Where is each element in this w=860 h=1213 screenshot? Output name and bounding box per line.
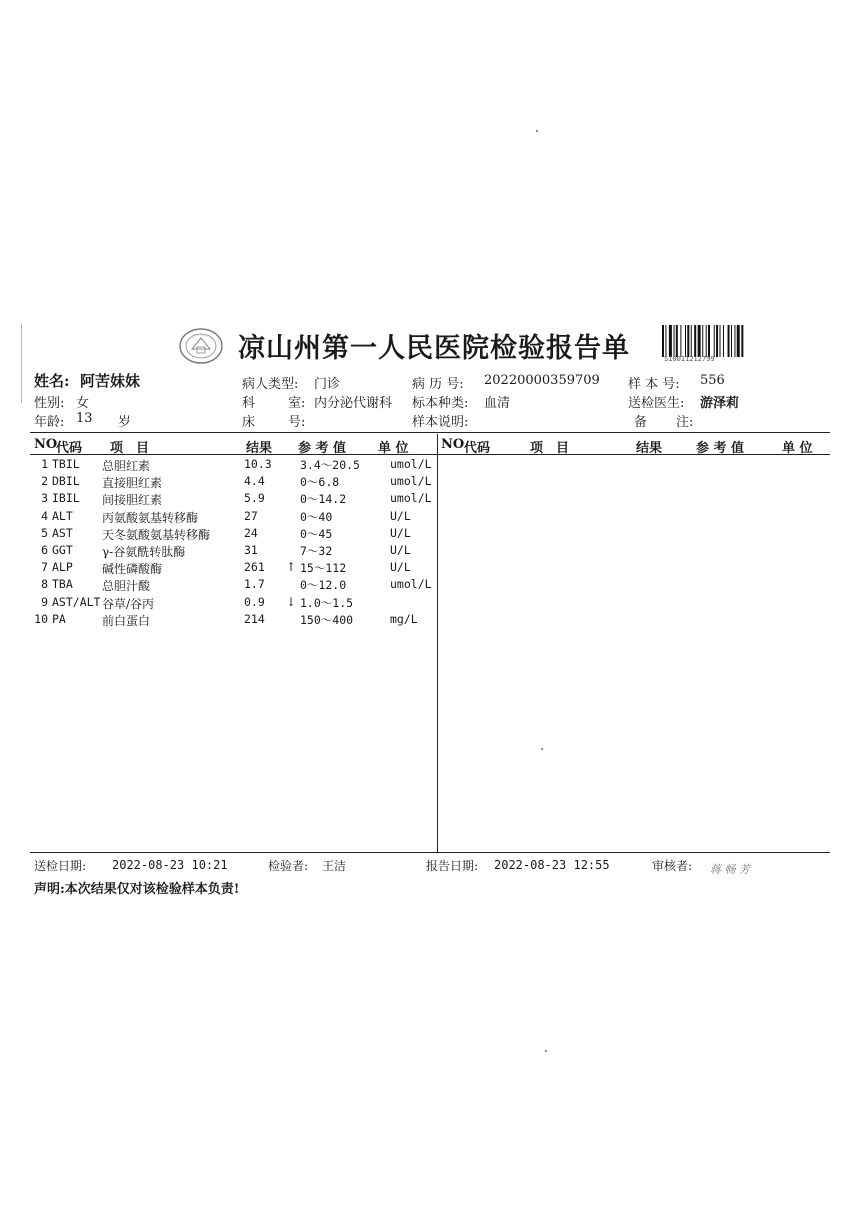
- specimen-note-label: 样本说明:: [412, 415, 469, 430]
- send-date-value: 2022-08-23 10:21: [112, 858, 228, 872]
- col-no-right: NO: [441, 437, 465, 452]
- col-no-left: NO: [34, 437, 58, 452]
- sample-no-label: 样 本 号:: [628, 377, 680, 392]
- doctor-label: 送检医生:: [628, 396, 685, 411]
- cell-unit: U/L: [390, 560, 411, 575]
- col-unit-left: 单 位: [378, 441, 409, 456]
- cell-item: 碱性磷酸酶: [102, 562, 163, 577]
- report-date-value: 2022-08-23 12:55: [494, 858, 610, 872]
- tester-value: 王洁: [322, 859, 347, 873]
- report-title: 凉山州第一人民医院检验报告单: [238, 333, 630, 364]
- scan-speck: [541, 748, 543, 750]
- cell-item: 天冬氨酸氨基转移酶: [102, 527, 211, 542]
- cell-no: 1: [41, 457, 48, 471]
- age-label: 年龄:: [34, 415, 65, 430]
- cell-item: 直接胆红素: [102, 476, 163, 491]
- cell-result: 261: [244, 560, 265, 575]
- remark-label-1: 备: [634, 415, 648, 430]
- cell-item: 前白蛋白: [102, 613, 151, 628]
- cell-unit: U/L: [390, 508, 411, 523]
- col-item-left: 项 目: [110, 441, 150, 456]
- cell-ref: 0～45: [300, 526, 333, 541]
- cell-unit: mg/L: [390, 611, 418, 626]
- report-date-label: 报告日期:: [426, 859, 479, 873]
- cell-code: ALP: [52, 560, 73, 575]
- send-date-label: 送检日期:: [34, 859, 87, 873]
- cell-unit: umol/L: [390, 474, 432, 489]
- cell-no: 7: [41, 560, 48, 575]
- cell-code: PA: [52, 611, 66, 626]
- cell-unit: umol/L: [390, 577, 432, 592]
- cell-no: 2: [41, 474, 48, 489]
- cell-result: 24: [244, 525, 258, 540]
- col-result-right: 结果: [636, 441, 663, 456]
- scan-speck: [536, 130, 538, 132]
- cell-result: 0.9: [244, 594, 265, 609]
- sex-value: 女: [76, 396, 90, 411]
- reviewer-label: 审核者:: [652, 859, 693, 873]
- patient-type-value: 门诊: [314, 377, 341, 392]
- cell-no: 6: [41, 543, 48, 557]
- cell-code: IBIL: [52, 491, 80, 506]
- cell-unit: U/L: [390, 543, 411, 557]
- remark-label-2: 注:: [676, 415, 694, 430]
- cell-code: AST: [52, 525, 73, 540]
- cell-ref: 3.4～20.5: [300, 458, 360, 472]
- col-ref-left: 参 考 值: [298, 441, 347, 456]
- col-ref-right: 参 考 值: [696, 441, 745, 456]
- sex-label: 性别:: [34, 396, 65, 411]
- age-unit: 岁: [118, 415, 132, 430]
- cell-no: 5: [41, 525, 48, 540]
- cell-result: 27: [244, 508, 258, 523]
- doctor-value: 游泽莉: [700, 396, 740, 411]
- dept-label-2: 室:: [288, 396, 306, 411]
- cell-ref: 7～32: [300, 544, 333, 558]
- sample-no-value: 556: [700, 373, 725, 388]
- age-value: 13: [76, 411, 93, 426]
- cell-unit: U/L: [390, 525, 411, 540]
- cell-no: 3: [41, 491, 48, 506]
- cell-ref: 150～400: [300, 612, 354, 627]
- cell-no: 10: [34, 611, 48, 626]
- cell-ref: 0～6.8: [300, 475, 340, 490]
- declaration: 声明:本次结果仅对该检验样本负责!: [34, 882, 240, 897]
- cell-flag: ↑: [286, 560, 297, 575]
- bed-label-2: 号:: [288, 415, 306, 430]
- cell-no: 9: [41, 594, 48, 609]
- scan-edge: [21, 323, 22, 403]
- cell-ref: 0～40: [300, 509, 333, 524]
- specimen-type-value: 血清: [484, 396, 511, 411]
- col-unit-right: 单 位: [782, 441, 813, 456]
- patient-name: 阿苦妹妹: [80, 372, 141, 390]
- record-no-label: 病 历 号:: [412, 377, 464, 392]
- cell-code: TBA: [52, 577, 73, 592]
- cell-item: 丙氨酸氨基转移酶: [102, 510, 199, 525]
- dept-value: 内分泌代谢科: [314, 396, 393, 411]
- cell-code: DBIL: [52, 474, 80, 489]
- barcode-icon: [662, 325, 772, 357]
- cell-item: 谷草/谷丙: [102, 596, 155, 611]
- cell-result: 214: [244, 611, 265, 626]
- col-code-right: 代码: [464, 441, 491, 456]
- name-label: 姓名:: [34, 372, 70, 390]
- table-top-rule: [30, 432, 830, 433]
- col-code-left: 代码: [56, 441, 83, 456]
- cell-result: 4.4: [244, 474, 265, 489]
- cell-ref: 15～112: [300, 561, 347, 576]
- cell-item: γ-谷氨酰转肽酶: [102, 545, 186, 559]
- cell-item: 总胆红素: [102, 459, 151, 473]
- cell-code: TBIL: [52, 457, 80, 471]
- cell-code: ALT: [52, 508, 73, 523]
- barcode-number: S10011212799: [664, 355, 715, 363]
- cell-unit: umol/L: [390, 457, 432, 471]
- cell-ref: 1.0～1.5: [300, 595, 354, 610]
- cell-result: 31: [244, 543, 258, 557]
- tester-label: 检验者:: [268, 859, 309, 873]
- specimen-type-label: 标本种类:: [412, 396, 469, 411]
- bed-label-1: 床: [242, 415, 256, 430]
- cell-ref: 0～14.2: [300, 492, 347, 507]
- cell-flag: ↓: [286, 594, 297, 609]
- cell-ref: 0～12.0: [300, 578, 347, 593]
- cell-item: 间接胆红素: [102, 493, 163, 508]
- cell-no: 8: [41, 577, 48, 592]
- reviewer-signature: 蒋 畅 芳: [710, 863, 750, 876]
- cell-result: 10.3: [244, 457, 272, 471]
- record-no-value: 20220000359709: [484, 373, 600, 388]
- dept-label-1: 科: [242, 396, 256, 411]
- cell-no: 4: [41, 508, 48, 523]
- col-result-left: 结果: [246, 441, 273, 456]
- cell-code: GGT: [52, 543, 73, 557]
- col-item-right: 项 目: [530, 441, 570, 456]
- scan-speck: [545, 1050, 547, 1052]
- cell-code: AST/ALT: [52, 594, 101, 609]
- cell-item: 总胆汁酸: [102, 579, 151, 594]
- table-center-divider: [437, 434, 438, 852]
- cell-result: 5.9: [244, 491, 265, 506]
- table-bottom-rule: [30, 852, 830, 853]
- patient-type-label: 病人类型:: [242, 377, 299, 392]
- hospital-seal-icon: [178, 327, 224, 365]
- cell-result: 1.7: [244, 577, 265, 592]
- cell-unit: umol/L: [390, 491, 432, 506]
